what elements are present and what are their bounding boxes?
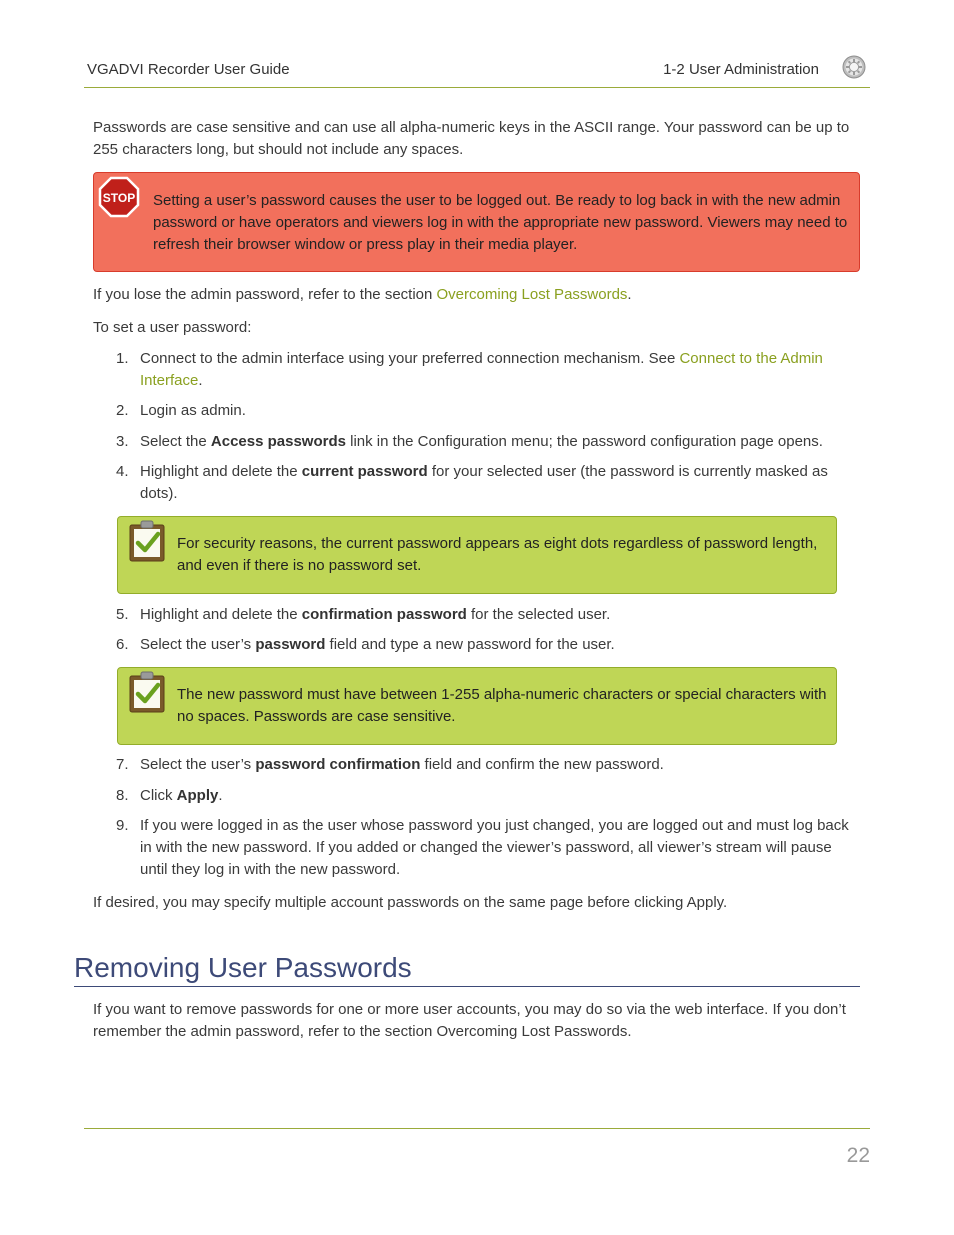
gear-icon (842, 55, 866, 79)
stop-sign-icon (98, 176, 140, 218)
step-4 (140, 461, 856, 505)
step-1 (140, 348, 856, 392)
step-7-text: Select the user’s (140, 756, 256, 773)
lost-password-paragraph (93, 284, 858, 306)
warning-callout (93, 172, 860, 272)
step-5-bold: confirmation password (301, 606, 467, 623)
step-number: 8. (116, 787, 129, 804)
section-heading: Removing User Passwords (74, 950, 860, 987)
page-number: 22 (846, 1144, 870, 1167)
step-5-end: for the selected user. (466, 606, 611, 623)
step-1-text: Connect to the admin interface using your preferred connection mechanism. See (140, 350, 680, 367)
step-3-text: Select the (140, 433, 211, 450)
note-callout (117, 516, 837, 594)
overcoming-lost-passwords-link[interactable]: Overcoming Lost Passwords (436, 286, 628, 303)
page-header (84, 52, 870, 88)
multi-account-note: If desired, you may specify multiple account passwords on the same page before clicking Apply. (93, 894, 728, 911)
step-4-end: for your selected user (the password is currently masked as dots). (140, 463, 828, 502)
step-4-bold: current password (301, 463, 428, 480)
step-8-end: . (218, 787, 223, 804)
step-number: 6. (116, 636, 129, 653)
clipboard-check-icon (128, 670, 166, 714)
step-4-text: Highlight and delete the (140, 463, 302, 480)
step-3 (140, 431, 856, 453)
stop-sign-label: STOP (102, 191, 136, 205)
step-7-bold: password confirmation (255, 756, 421, 773)
step-7 (140, 754, 856, 776)
chapter-title: 1-2 User Administration (663, 61, 819, 78)
note-callout (117, 667, 837, 745)
warning-text: Setting a user’s password causes the user to be logged out. Be ready to log back in with the new admin password or have operators and viewers log in with the appropriate new password. Viewers may need to refresh their browser window or press play in their media player. (153, 192, 848, 253)
step-number: 7. (116, 756, 129, 773)
note-text: The new password must have between 1-255 alpha-numeric characters or special characters with no spaces. Passwords are case sensitive. (177, 686, 827, 725)
step-number: 3. (116, 433, 129, 450)
document-title: VGADVI Recorder User Guide (87, 61, 290, 78)
step-6-text: Select the user’s (140, 636, 256, 653)
step-6 (140, 634, 856, 656)
step-6-bold: password (255, 636, 326, 653)
step-5 (140, 604, 856, 626)
step-number: 9. (116, 817, 129, 834)
step-number: 2. (116, 402, 129, 419)
step-9: If you were logged in as the user whose password you just changed, you are logged out and must log back in with the new password. If you added or changed the viewer’s password, all viewer’s stream will pause until they log in with the new password. (140, 817, 849, 878)
step-5-text: Highlight and delete the (140, 606, 302, 623)
intro-paragraph: Passwords are case sensitive and can use all alpha-numeric keys in the ASCII range. Your password can be up to 255 characters long, but should not include any spaces. (93, 119, 850, 158)
step-3-end: link in the Configuration menu; the password configuration page opens. (345, 433, 823, 450)
step-number: 4. (116, 463, 129, 480)
step-number: 1. (116, 350, 129, 367)
footer-divider (84, 1128, 870, 1129)
section-paragraph: If you want to remove passwords for one or more user accounts, you may do so via the web interface. If you don’t remember the admin password, refer to the section Overcoming Lost Passwords. (93, 1001, 846, 1040)
connect-admin-interface-link[interactable]: Connect to the Admin Interface (140, 350, 823, 389)
step-8-bold: Apply (176, 787, 219, 804)
step-7-end: field and confirm the new password. (420, 756, 664, 773)
step-3-bold: Access passwords (210, 433, 346, 450)
note-text: For security reasons, the current password appears as eight dots regardless of password length, and even if there is no password set. (177, 535, 818, 574)
step-6-end: field and type a new password for the user. (325, 636, 615, 653)
step-1-end: . (198, 372, 203, 389)
lost-password-end: . (627, 286, 632, 303)
steps-intro: To set a user password: (93, 319, 252, 336)
step-8 (140, 785, 856, 807)
lost-password-text: If you lose the admin password, refer to the section (93, 286, 437, 303)
step-8-text: Click (140, 787, 177, 804)
clipboard-check-icon (128, 519, 166, 563)
step-number: 5. (116, 606, 129, 623)
step-2: Login as admin. (140, 402, 246, 419)
